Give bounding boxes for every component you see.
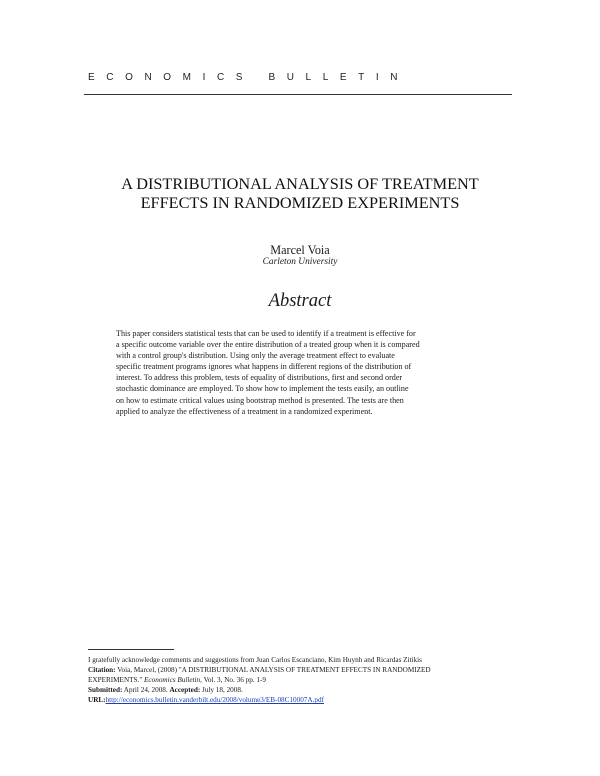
abstract-line: This paper considers statistical tests that can be used to identify if a treatment is effective for bbox=[116, 329, 416, 338]
citation-journal: Economics Bulletin, bbox=[144, 676, 202, 685]
citation-text: Voia, Marcel, (2008) "A DISTRIBUTIONAL ANALYSIS OF TREATMENT EFFECTS IN RANDOMIZED bbox=[115, 666, 431, 675]
abstract-body bbox=[116, 328, 488, 417]
submitted-date: April 24, 2008. bbox=[122, 686, 170, 695]
footnotes bbox=[88, 655, 528, 705]
accepted-date: July 18, 2008. bbox=[200, 686, 243, 695]
abstract-line: specific treatment programs ignores what happens in different regions of the distribution of bbox=[116, 362, 412, 372]
abstract-line: a specific outcome variable over the entire distribution of a treated group when it is compared bbox=[116, 340, 420, 350]
title-line-2: EFFECTS IN RANDOMIZED EXPERIMENTS bbox=[140, 193, 460, 212]
url-line bbox=[88, 695, 528, 705]
citation-label: Citation: bbox=[88, 666, 116, 675]
citation-text-2: EXPERIMENTS." bbox=[88, 676, 145, 685]
abstract-heading: Abstract bbox=[268, 291, 332, 311]
accepted-label: Accepted: bbox=[169, 686, 201, 695]
abstract-line: on how to estimate critical values using bootstrap method is presented. The tests are then bbox=[116, 395, 404, 405]
paper-title bbox=[60, 174, 540, 212]
journal-header: ECONOMICS BULLETIN bbox=[88, 72, 410, 83]
submitted-label: Submitted: bbox=[88, 686, 123, 695]
footnote-divider bbox=[88, 649, 174, 650]
citation-line bbox=[88, 665, 528, 675]
author-affiliation: Carleton University bbox=[262, 257, 338, 267]
acknowledgement-note: I gratefully acknowledge comments and suggestions from Juan Carlos Escanciano, Kim Huynh and Ricardas Zitikis bbox=[88, 656, 422, 664]
abstract-line: applied to analyze the effectiveness of a treatment in a randomized experiment. bbox=[116, 406, 373, 416]
abstract-line: stochastic dominance are employed. To show how to implement the tests easily, an outline bbox=[116, 384, 409, 394]
author-name: Marcel Voia bbox=[270, 243, 330, 257]
citation-volume: Vol. 3, No. 36 pp. 1-9 bbox=[201, 676, 266, 685]
url-label: URL: bbox=[88, 696, 106, 705]
abstract-line: interest. To address this problem, tests of equality of distributions, first and second order bbox=[116, 373, 403, 383]
abstract-line: with a control group's distribution. Using only the average treatment effect to evaluate bbox=[116, 351, 395, 361]
paper-url-link[interactable]: http://economics.bulletin.vanderbilt.edu/2008/volume3/EB-08C10007A.pdf bbox=[105, 696, 324, 705]
title-line-1: A DISTRIBUTIONAL ANALYSIS OF TREATMENT bbox=[121, 174, 479, 193]
dates-line bbox=[88, 685, 528, 695]
header-divider bbox=[84, 94, 512, 95]
citation-line-2 bbox=[88, 675, 528, 685]
